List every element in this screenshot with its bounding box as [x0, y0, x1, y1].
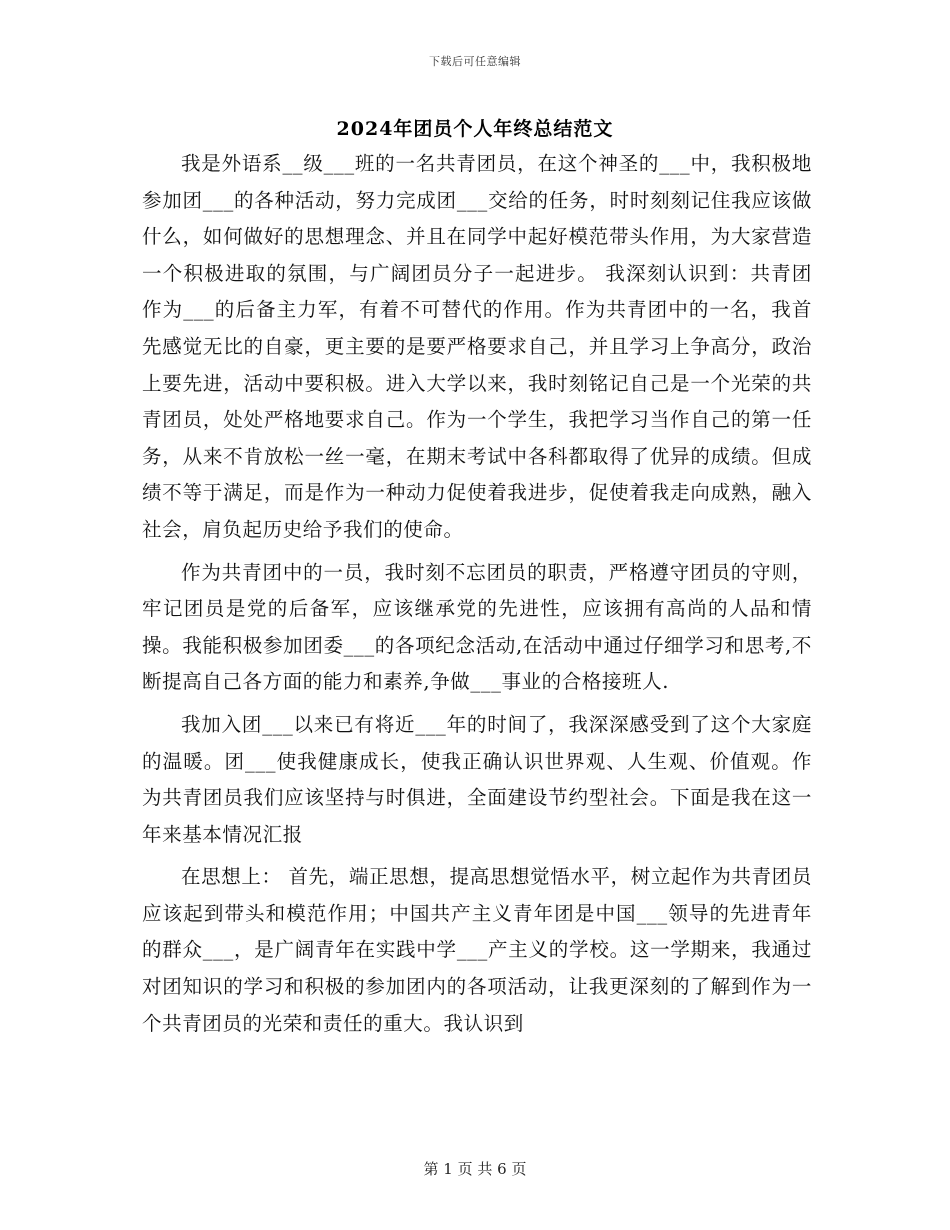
- paragraph: 作为共青团中的一员，我时刻不忘团员的职责，严格遵守团员的守则，牢记团员是党的后备军，应该继承党的先进性，应该拥有高尚的人品和情操。我能积极参加团委___的各项纪念活动,在活动中通过仔细学习和思考,不断提高自己各方面的能力和素养,争做___事业的合格接班人.: [142, 560, 812, 694]
- paragraph: 我加入团___以来已有将近___年的时间了，我深深感受到了这个大家庭的温暖。团___使我健康成长，使我正确认识世界观、人生观、价值观。作为共青团员我们应该坚持与时俱进，全面建设节约型社会。下面是我在这一年来基本情况汇报: [142, 712, 812, 846]
- paragraph: 在思想上： 首先，端正思想，提高思想觉悟水平，树立起作为共青团员应该起到带头和模范作用；中国共产主义青年团是中国___领导的先进青年的群众___，是广阔青年在实践中学___产主义的学校。这一学期来，我通过对团知识的学习和积极的参加团内的各项活动，让我更深刻的了解到作为一个共青团员的光荣和责任的重大。我认识到: [142, 865, 812, 1035]
- page-number: 第 1 页 共 6 页: [423, 1160, 527, 1178]
- header-note: 下载后可任意编辑: [429, 55, 521, 68]
- document-body: [142, 146, 812, 1042]
- document-title: 2024年团员个人年终总结范文: [336, 118, 614, 140]
- paragraph: 我是外语系__级___班的一名共青团员，在这个神圣的___中，我积极地参加团___的各种活动，努力完成团___交给的任务，时时刻刻记住我应该做什么，如何做好的思想理念、并且在同学中起好模范带头作用，为大家营造一个积极进取的氛围，与广阔团员分子一起进步。 我深刻认识到：共青团作为___的后备主力军，有着不可替代的作用。作为共青团中的一名，我首先感觉无比的自豪，更主要的是要严格要求自己，并且学习上争高分，政治上要先进，活动中要积极。进入大学以来，我时刻铭记自己是一个光荣的共青团员，处处严格地要求自己。作为一个学生，我把学习当作自己的第一任务，从来不肯放松一丝一毫，在期末考试中各科都取得了优异的成绩。但成绩不等于满足，而是作为一种动力促使着我进步，促使着我走向成熟，融入社会，肩负起历史给予我们的使命。: [142, 152, 812, 541]
